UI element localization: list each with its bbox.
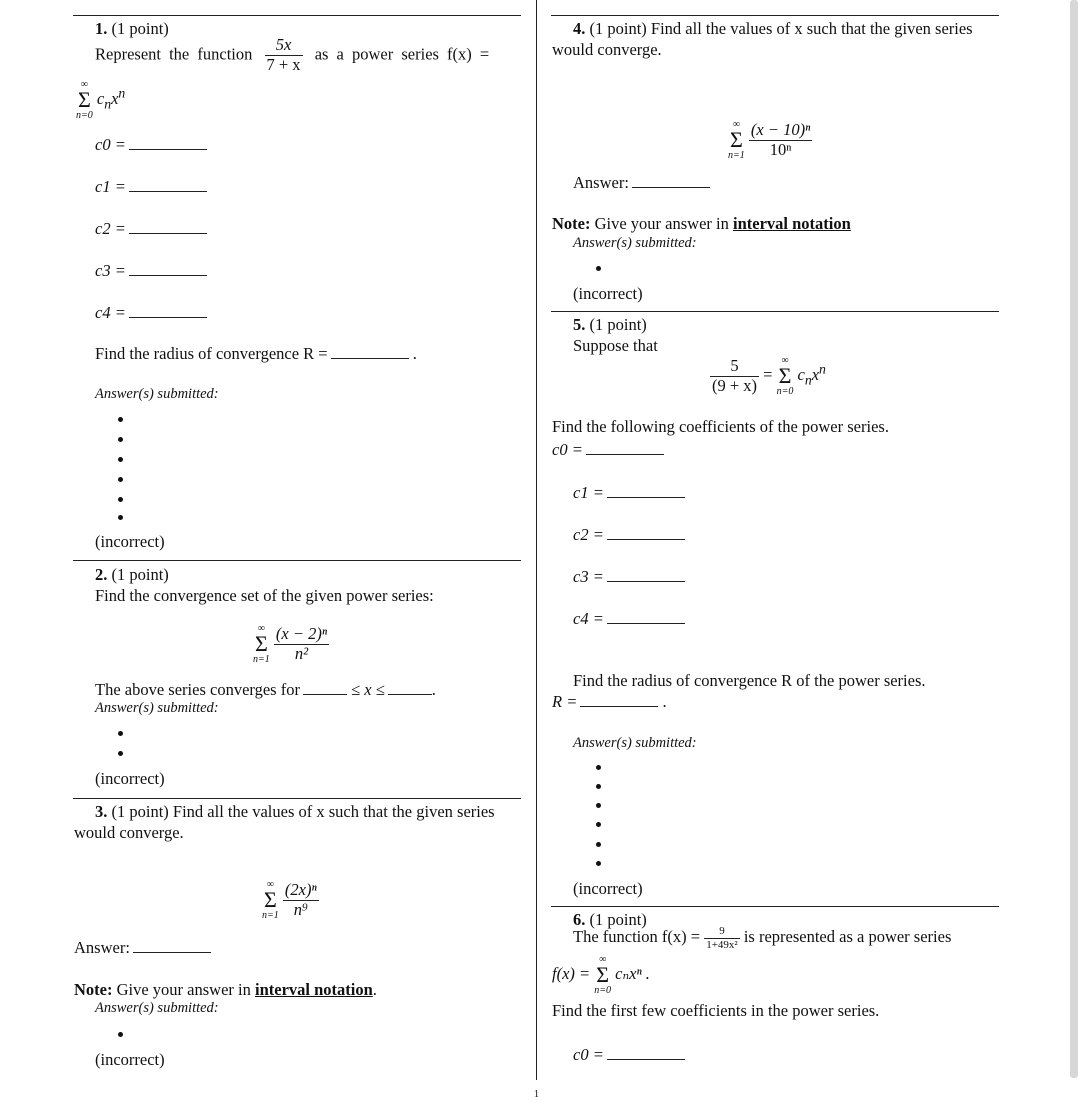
p5-frac-den: (9 + x)	[712, 375, 758, 395]
p5-c4-input[interactable]	[607, 622, 685, 624]
p5-header	[573, 315, 647, 335]
p6-statement	[573, 925, 951, 951]
p4-note-prefix: Note:	[552, 214, 591, 233]
p1-coef-1: c1 =	[95, 177, 207, 197]
p4-answer-input[interactable]	[632, 186, 710, 188]
p2-status: (incorrect)	[95, 769, 165, 788]
p3-note-text: Give your answer in	[116, 980, 251, 999]
p1-fraction	[265, 36, 303, 75]
p1-bullet	[118, 497, 123, 502]
p3-bullet	[118, 1032, 123, 1037]
p1-bullet	[118, 417, 123, 422]
p1-c0-input[interactable]	[129, 148, 207, 150]
p4-status: (incorrect)	[573, 284, 643, 303]
p6-text-before: The function f(x) =	[573, 926, 701, 946]
p5-equals: =	[763, 365, 773, 385]
p4-answer-label: Answer:	[573, 173, 629, 192]
p3-points: (1 point)	[111, 802, 169, 821]
p3-answer	[74, 938, 211, 958]
p6-text-after: is represented as a power series	[743, 926, 952, 946]
p3-status: (incorrect)	[95, 1050, 165, 1069]
p6-frac-den: 1+49x²	[706, 938, 738, 951]
p3-interval-link[interactable]: interval notation	[255, 980, 373, 999]
p5-coef-0: c0 =	[552, 440, 664, 460]
p4-interval-link[interactable]: interval notation	[733, 214, 851, 233]
p5-radius: R = .	[552, 692, 667, 711]
p1-c3-input[interactable]	[129, 274, 207, 276]
p2-bullet	[118, 751, 123, 756]
p2-upper-input[interactable]	[388, 693, 432, 695]
column-divider	[536, 0, 537, 1080]
p2-inequality: ≤ x ≤	[351, 680, 385, 699]
p3-sigma: ∞ Σ n=1	[262, 879, 279, 921]
p2-submitted-label: Answer(s) submitted:	[95, 700, 219, 716]
p5-following: Find the following coefficients of the power series.	[552, 417, 889, 436]
p1-bullet	[118, 437, 123, 442]
p1-radius-input[interactable]	[331, 357, 409, 359]
p4-answer	[573, 173, 710, 193]
p4-text-line2: would converge.	[552, 40, 662, 59]
p4-note	[552, 214, 851, 234]
p1-submitted-label: Answer(s) submitted:	[95, 386, 219, 402]
p2-converges-text: The above series converges for	[95, 680, 300, 699]
p3-number: 3.	[95, 802, 108, 821]
p3-series	[262, 880, 319, 921]
p1-sum	[76, 80, 125, 121]
p2-series	[253, 624, 329, 665]
p2-frac-den: n²	[294, 643, 309, 663]
p1-bullet	[118, 457, 123, 462]
p4-points: (1 point)	[589, 19, 647, 38]
p1-coef-3: c3 =	[95, 261, 207, 281]
p4-submitted-label: Answer(s) submitted:	[573, 235, 697, 251]
p3-frac-num: (2x)ⁿ	[284, 879, 317, 899]
p1-text-after: as a power series f(x) =	[314, 44, 490, 64]
p5-submitted-label: Answer(s) submitted:	[573, 735, 697, 751]
p4-note-text: Give your answer in	[594, 214, 729, 233]
p5-text: Suppose that	[573, 336, 658, 355]
p6-series	[552, 955, 650, 996]
p3-text-line1: Find all the values of x such that the given series	[172, 802, 495, 821]
p2-header	[95, 565, 169, 585]
p1-number: 1.	[95, 19, 108, 38]
p5-bullet	[596, 861, 601, 866]
p4-frac-num: (x − 10)ⁿ	[750, 119, 811, 139]
p3-fraction	[283, 881, 319, 920]
p5-divider	[551, 906, 999, 907]
p5-bullet	[596, 784, 601, 789]
p3-header	[95, 802, 495, 822]
p6-coef-0: c0 =	[573, 1045, 685, 1065]
p1-c4-input[interactable]	[129, 316, 207, 318]
p4-sigma: ∞ Σ n=1	[728, 119, 745, 161]
p3-answer-label: Answer:	[74, 938, 130, 957]
p6-sigma: ∞ Σ n=0	[594, 954, 612, 996]
p1-c2-input[interactable]	[129, 232, 207, 234]
p2-divider	[73, 798, 521, 799]
p6-frac-num: 9	[704, 925, 740, 939]
p5-equation	[710, 356, 826, 397]
p4-bullet	[596, 266, 601, 271]
p1-divider	[73, 560, 521, 561]
p6-points: (1 point)	[589, 910, 647, 929]
p5-radius-prompt: Find the radius of convergence R of the power series.	[573, 671, 926, 690]
p5-fraction	[710, 357, 759, 396]
p1-radius-prompt: Find the radius of convergence R =	[95, 344, 328, 363]
p2-bullet	[118, 731, 123, 736]
p2-sigma: ∞ Σ n=1	[253, 623, 270, 665]
p3-submitted-label: Answer(s) submitted:	[95, 1000, 219, 1016]
p6-c0-input[interactable]	[607, 1058, 685, 1060]
p1-c1-input[interactable]	[129, 190, 207, 192]
p5-coef-1: c1 =	[573, 483, 685, 503]
p1-coef-2: c2 =	[95, 219, 207, 239]
p4-frac-den: 10ⁿ	[769, 139, 792, 159]
p2-fraction	[274, 625, 329, 664]
p1-text-before: Represent the function	[95, 44, 253, 64]
p1-points: (1 point)	[111, 19, 169, 38]
p2-number: 2.	[95, 565, 108, 584]
p5-coef-2: c2 =	[573, 525, 685, 545]
p5-c1-input[interactable]	[607, 496, 685, 498]
p1-coef-4: c4 =	[95, 303, 207, 323]
p1-term: $c_nx^n$	[96, 85, 126, 112]
p6-fx-label: f(x) =	[552, 964, 591, 984]
p4-divider	[551, 311, 999, 312]
p5-coef-4: c4 =	[573, 609, 685, 629]
p2-frac-num: (x − 2)ⁿ	[275, 623, 328, 643]
p6-term: cₙxⁿ .	[615, 964, 650, 984]
p4-number: 4.	[573, 19, 586, 38]
p4-series	[728, 120, 812, 161]
p1-sigma: ∞ Σ n=0	[76, 79, 93, 121]
p2-text: Find the convergence set of the given power series:	[95, 586, 434, 605]
p3-note: Note: Give your answer in interval notation.	[74, 980, 377, 999]
p1-coef-0: c0 =	[95, 135, 207, 155]
p5-term: $c_nx^n$	[797, 361, 826, 388]
p2-lower-input[interactable]	[303, 693, 347, 695]
p5-c3-input[interactable]	[607, 580, 685, 582]
p6-find-text: Find the first few coefficients in the power series.	[552, 1001, 880, 1020]
p5-bullet	[596, 822, 601, 827]
p5-c2-input[interactable]	[607, 538, 685, 540]
p6-number: 6.	[573, 910, 586, 929]
p5-bullet	[596, 803, 601, 808]
top-rule-left	[73, 15, 521, 16]
p5-status: (incorrect)	[573, 879, 643, 898]
p3-note-prefix: Note:	[74, 980, 113, 999]
scrollbar[interactable]	[1070, 0, 1078, 1078]
p1-radius: Find the radius of convergence R = .	[95, 344, 417, 363]
page-number: 1	[534, 1089, 539, 1100]
p5-points: (1 point)	[589, 315, 647, 334]
p6-fraction	[704, 925, 740, 951]
p5-coef-3: c3 =	[573, 567, 685, 587]
p1-bullet	[118, 477, 123, 482]
p5-number: 5.	[573, 315, 586, 334]
p1-frac-num: 5x	[265, 36, 303, 56]
p5-sigma: ∞ Σ n=0	[776, 355, 794, 397]
p5-frac-num: 5	[710, 357, 759, 377]
p5-c0-input[interactable]	[586, 453, 664, 455]
p4-header	[573, 19, 973, 39]
p5-bullet	[596, 765, 601, 770]
p2-points: (1 point)	[111, 565, 169, 584]
p1-statement	[95, 36, 489, 75]
p3-answer-input[interactable]	[133, 951, 211, 953]
p2-converges: The above series converges for ≤ x ≤ .	[95, 680, 436, 699]
p1-status: (incorrect)	[95, 532, 165, 551]
p4-text-line1: Find all the values of x such that the given series	[650, 19, 973, 38]
p5-r-label: R =	[552, 692, 578, 711]
p3-text-line2: would converge.	[74, 823, 184, 842]
p5-bullet	[596, 842, 601, 847]
p4-fraction	[749, 121, 812, 160]
p3-frac-den: n⁹	[293, 899, 308, 919]
p1-frac-den: 7 + x	[266, 54, 301, 74]
p5-radius-input[interactable]	[580, 705, 658, 707]
top-rule-right	[551, 15, 999, 16]
p1-bullet	[118, 515, 123, 520]
